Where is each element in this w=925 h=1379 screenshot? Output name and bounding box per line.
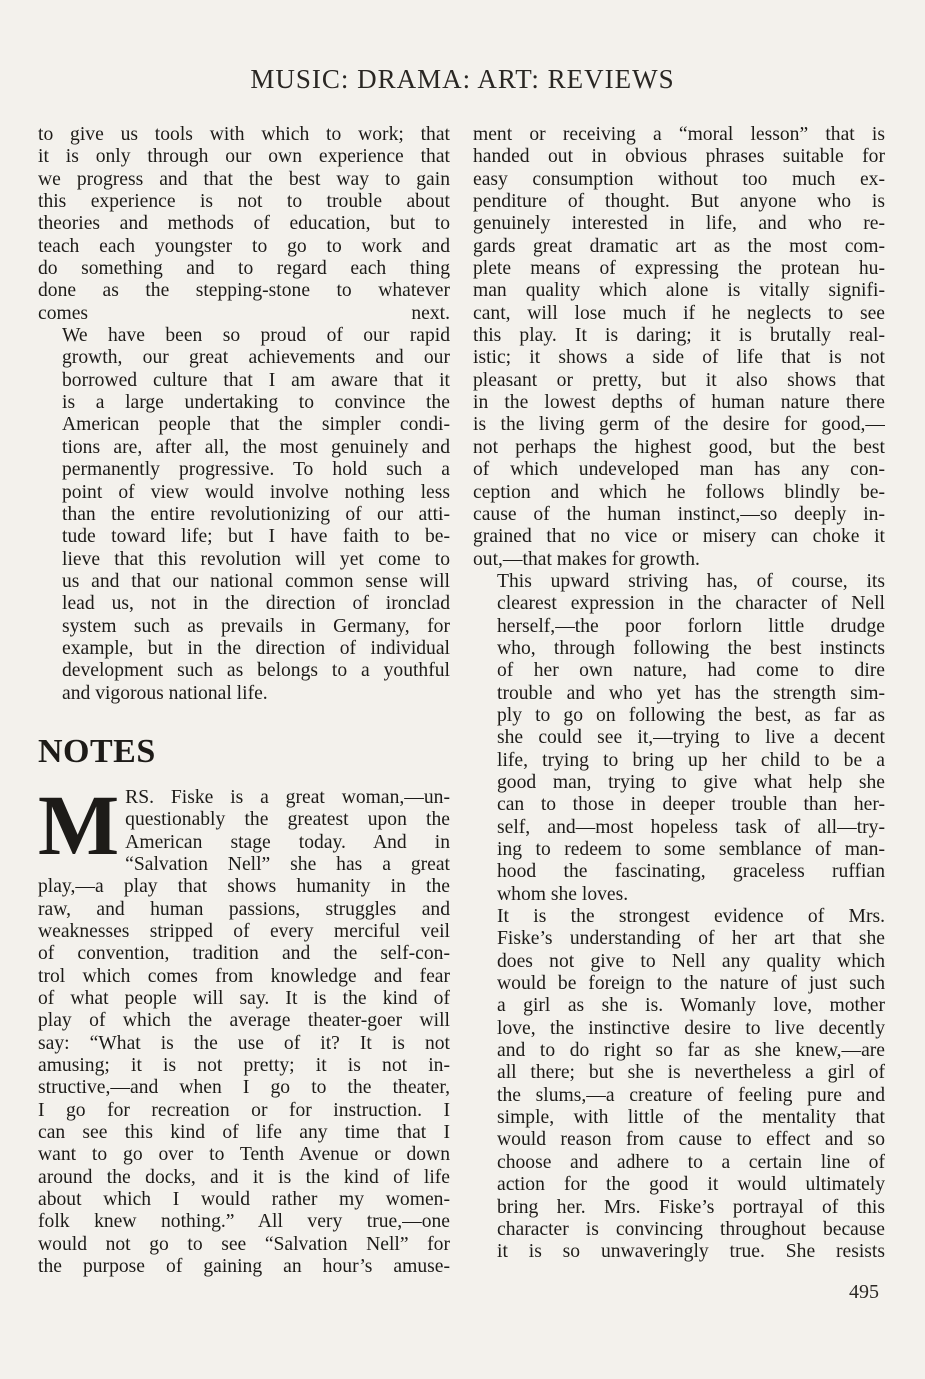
text-line: folk knew nothing.” All very true,—one bbox=[38, 1211, 450, 1233]
text-line: does not give to Nell any quality which bbox=[497, 950, 885, 972]
text-line: in the lowest depths of human nature there bbox=[473, 392, 885, 414]
text-line: amusing; it is not pretty; it is not in- bbox=[38, 1055, 450, 1077]
text-line: whom she loves. bbox=[497, 883, 629, 905]
text-line: can to those in deeper trouble than her- bbox=[497, 794, 885, 816]
text-line: ment or receiving a “moral lesson” that is bbox=[473, 124, 885, 145]
text-line: trol which comes from knowledge and fear bbox=[38, 965, 450, 987]
text-line: and to do right so far as she knew,—are bbox=[497, 1040, 885, 1062]
text-line: herself,—the poor forlorn little drudge bbox=[497, 615, 885, 637]
text-line: action for the good it would ultimately bbox=[497, 1174, 885, 1196]
text-line: example, but in the direction of individual bbox=[62, 637, 450, 659]
text-line: this play. It is daring; it is brutally real- bbox=[473, 325, 885, 347]
text-line: out,—that makes for growth. bbox=[473, 548, 700, 570]
text-line: simple, with little of the mentality that bbox=[497, 1107, 885, 1129]
text-line: weaknesses stripped of every merciful veil bbox=[38, 921, 450, 942]
text-line: tions are, after all, the most genuinely and bbox=[62, 436, 450, 458]
text-line: and vigorous national life. bbox=[62, 682, 268, 704]
text-line: play,—a play that shows humanity in the bbox=[38, 876, 450, 898]
left-column bbox=[38, 124, 450, 1279]
text-line: ception and which he follows blindly be- bbox=[473, 481, 885, 503]
text-line: genuinely interested in life, and who re- bbox=[473, 213, 885, 235]
text-line: American people that the simpler condi- bbox=[62, 414, 450, 436]
notes-paragraph-1 bbox=[38, 776, 450, 1279]
text-line: of what people will say. It is the kind of bbox=[38, 988, 450, 1010]
text-line: grained that no vice or misery can choke it bbox=[473, 526, 885, 548]
text-line: It is the strongest evidence of Mrs. bbox=[497, 906, 885, 928]
text-line: would not go to see “Salvation Nell” for bbox=[38, 1233, 450, 1255]
text-line: about which I would rather my women- bbox=[38, 1189, 450, 1211]
text-line: it is so unwaveringly true. She resists bbox=[497, 1241, 885, 1263]
section-heading-notes: NOTES bbox=[38, 732, 156, 770]
text-line: cause of the human instinct,—so deeply in- bbox=[473, 503, 885, 525]
text-line: of her own nature, had come to dire bbox=[497, 660, 885, 682]
text-line: who, through following the best instincts bbox=[497, 637, 885, 659]
text-line: trouble and who yet has the strength sim- bbox=[497, 682, 885, 704]
text-line: she could see it,—trying to live a decent bbox=[497, 727, 885, 749]
text-line: theories and methods of education, but to bbox=[38, 213, 450, 235]
text-line: good man, trying to give what help she bbox=[497, 771, 885, 793]
text-line: istic; it shows a side of life that is not bbox=[473, 347, 885, 369]
text-line: gards great dramatic art as the most com- bbox=[473, 235, 885, 257]
text-line: This upward striving has, of course, its bbox=[497, 570, 885, 592]
text-line: bring her. Mrs. Fiske’s portrayal of this bbox=[497, 1196, 885, 1218]
text-line: penditure of thought. But anyone who is bbox=[473, 191, 885, 213]
text-line: than the entire revolutionizing of our atti- bbox=[62, 503, 450, 525]
text-line: it is only through our own experience that bbox=[38, 146, 450, 168]
drop-cap: M bbox=[38, 776, 120, 873]
text-line: point of view would involve nothing less bbox=[62, 481, 450, 503]
text-line: this experience is not to trouble about bbox=[38, 191, 450, 213]
text-line: comes next. bbox=[38, 302, 450, 324]
text-line: We have been so proud of our rapid bbox=[62, 325, 450, 347]
text-line: character is convincing throughout because bbox=[497, 1218, 885, 1240]
text-line: easy consumption without too much ex- bbox=[473, 168, 885, 190]
text-line: around the docks, and it is the kind of life bbox=[38, 1166, 450, 1188]
text-line: to give us tools with which to work; that bbox=[38, 124, 450, 145]
text-line: self, and—most hopeless task of all—try- bbox=[497, 816, 885, 838]
text-line: pleasant or pretty, but it also shows that bbox=[473, 369, 885, 391]
text-line: do something and to regard each thing bbox=[38, 258, 450, 280]
text-line: development such as belongs to a youthful bbox=[62, 660, 450, 682]
text-line: ing to redeem to some semblance of man- bbox=[497, 839, 885, 860]
text-line: teach each youngster to go to work and bbox=[38, 235, 450, 257]
text-line: RS. Fiske is a great woman,—un- bbox=[125, 786, 450, 808]
text-line: life, trying to bring up her child to be a bbox=[497, 749, 885, 771]
text-line: system such as prevails in Germany, for bbox=[62, 615, 450, 637]
text-line: clearest expression in the character of Nell bbox=[497, 593, 885, 615]
text-line: is a large undertaking to convince the bbox=[62, 392, 450, 414]
text-line: permanently progressive. To hold such a bbox=[62, 459, 450, 481]
text-line: growth, our great achievements and our bbox=[62, 347, 450, 369]
text-line: play of which the average theater-goer will bbox=[38, 1010, 450, 1032]
text-line: Fiske’s understanding of her art that she bbox=[497, 928, 885, 950]
text-line: love, the instinctive desire to live decently bbox=[497, 1017, 885, 1039]
text-line: plete means of expressing the protean hu- bbox=[473, 258, 885, 280]
right-paragraph-3 bbox=[473, 906, 885, 1264]
text-line: questionably the greatest upon the bbox=[125, 809, 450, 831]
text-line: we progress and that the best way to gain bbox=[38, 168, 450, 190]
text-line: cant, will lose much if he neglects to see bbox=[473, 302, 885, 324]
left-paragraph-1 bbox=[38, 124, 450, 325]
text-line: say: “What is the use of it? It is not bbox=[38, 1032, 450, 1054]
text-line: lieve that this revolution will yet come to bbox=[62, 548, 450, 570]
text-line: lead us, not in the direction of ironclad bbox=[62, 593, 450, 615]
text-line: would be foreign to the nature of just such bbox=[497, 973, 885, 995]
text-line: choose and adhere to a certain line of bbox=[497, 1151, 885, 1173]
text-line: us and that our national common sense will bbox=[62, 570, 450, 592]
text-line: tude toward life; but I have faith to be- bbox=[62, 526, 450, 548]
text-line: the purpose of gaining an hour’s amuse- bbox=[38, 1256, 450, 1278]
text-line: of convention, tradition and the self-con- bbox=[38, 943, 450, 965]
text-line: of which undeveloped man has any con- bbox=[473, 459, 885, 481]
left-paragraph-2 bbox=[38, 325, 450, 705]
right-paragraph-1 bbox=[473, 124, 885, 571]
text-line: ply to go on following the best, as far as bbox=[497, 704, 885, 726]
text-line: done as the stepping-stone to whatever bbox=[38, 280, 450, 302]
text-line: raw, and human passions, struggles and bbox=[38, 898, 450, 920]
text-line: want to go over to Tenth Avenue or down bbox=[38, 1144, 450, 1166]
text-line: would reason from cause to effect and so bbox=[497, 1129, 885, 1151]
text-line: all there; but she is nevertheless a girl of bbox=[497, 1062, 885, 1084]
text-line: can see this kind of life any time that I bbox=[38, 1122, 450, 1144]
text-line: structive,—and when I go to the theater, bbox=[38, 1077, 450, 1099]
text-line: American stage today. And in bbox=[125, 831, 450, 853]
right-column bbox=[473, 124, 885, 1264]
text-line: man quality which alone is vitally signifi- bbox=[473, 280, 885, 302]
running-head: MUSIC: DRAMA: ART: REVIEWS bbox=[250, 64, 675, 94]
text-line: handed out in obvious phrases suitable for bbox=[473, 146, 885, 168]
text-line: not perhaps the highest good, but the best bbox=[473, 436, 885, 458]
text-line: borrowed culture that I am aware that it bbox=[62, 369, 450, 391]
text-line: hood the fascinating, graceless ruffian bbox=[497, 861, 885, 883]
page-number: 495 bbox=[849, 1281, 879, 1303]
text-line: is the living germ of the desire for good,— bbox=[473, 414, 885, 436]
text-line: “Salvation Nell” she has a great bbox=[125, 853, 450, 875]
right-paragraph-2 bbox=[473, 571, 885, 906]
text-line: a girl as she is. Womanly love, mother bbox=[497, 995, 885, 1017]
text-line: I go for recreation or for instruction. I bbox=[38, 1099, 450, 1121]
text-line: the slums,—a creature of feeling pure and bbox=[497, 1084, 885, 1106]
